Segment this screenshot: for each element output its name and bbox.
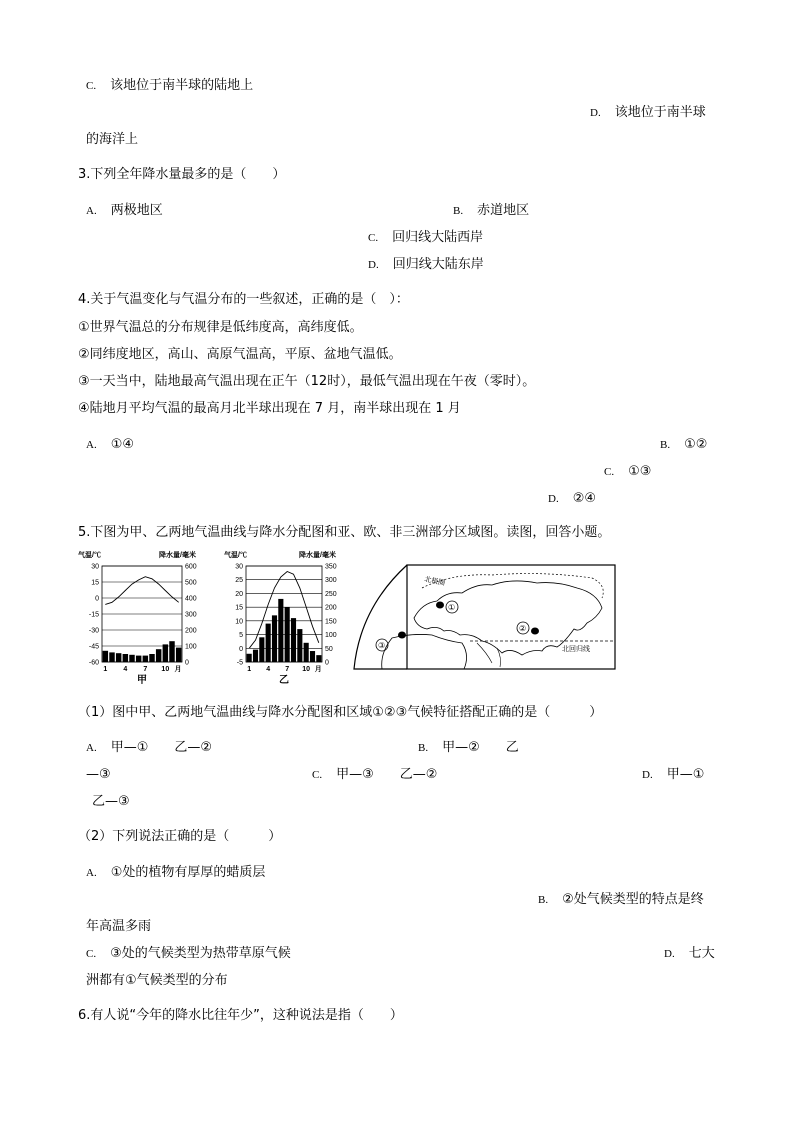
climate-chart-yi — [224, 548, 354, 688]
q4-option-c-text: ①③ — [628, 464, 652, 479]
q3-stem: 3.下列全年降水量最多的是（ ） — [78, 167, 286, 182]
precip-bar — [129, 655, 134, 662]
q2-option-c-letter: C. — [86, 80, 97, 92]
temp-tick-label: 30 — [91, 563, 99, 571]
q3-option-d[interactable] — [368, 257, 484, 273]
temp-axis-label: 气温/℃ — [224, 552, 247, 559]
q5-sub1-option-d-letter: D. — [642, 769, 653, 781]
x-tick-label: 10 — [161, 666, 170, 673]
q3-option-c-letter: C. — [368, 232, 379, 244]
plot-frame — [246, 566, 322, 662]
q4-option-c-letter: C. — [604, 466, 615, 478]
q4-option-a-text: ①④ — [110, 437, 135, 452]
q3-option-b-text: 赤道地区 — [477, 203, 530, 218]
q5-sub2-option-c-text: ③处的气候类型为热带草原气候 — [110, 946, 291, 961]
precip-tick-label: 0 — [325, 659, 329, 667]
q5-sub2-option-b[interactable] — [538, 892, 704, 908]
region-3-label: ③ — [378, 641, 386, 650]
region-2-label: ② — [519, 624, 527, 633]
precip-bar — [123, 654, 128, 662]
temp-tick-label: 15 — [235, 604, 243, 612]
precip-tick-label: 150 — [325, 618, 337, 626]
map-curved-edge — [354, 565, 407, 669]
q5-sub2-option-c-letter: C. — [86, 948, 97, 960]
temp-tick-label: 0 — [95, 595, 99, 603]
chart-title: 乙 — [279, 675, 289, 686]
q2-option-c-text: 该地位于南半球的陆地上 — [110, 78, 254, 93]
q3-option-c[interactable] — [368, 230, 483, 246]
temp-tick-label: 0 — [239, 645, 243, 653]
q4-option-b-letter: B. — [660, 439, 671, 451]
precip-axis-label: 降水量/毫米 — [159, 552, 196, 559]
precip-bar — [176, 648, 181, 662]
precip-bar — [278, 599, 283, 662]
precip-bar — [316, 655, 321, 662]
precip-tick-label: 50 — [325, 645, 333, 653]
q3-option-a-text: 两极地区 — [110, 203, 163, 218]
precip-bar — [103, 651, 108, 662]
precip-bar — [272, 615, 277, 662]
q3-option-d-letter: D. — [368, 259, 379, 271]
precip-axis-label: 降水量/毫米 — [299, 552, 336, 559]
precip-bar — [310, 651, 315, 662]
precip-tick-label: 100 — [325, 632, 337, 640]
x-tick-label: 月 — [174, 666, 182, 673]
precip-tick-label: 200 — [325, 604, 337, 612]
q4-option-b[interactable] — [660, 437, 707, 453]
q5-sub2-option-b-letter: B. — [538, 894, 549, 906]
q2-option-d-text-a: 该地位于南半球 — [614, 105, 706, 120]
q4-option-d-letter: D. — [548, 493, 559, 505]
q5-sub2-stem: （2）下列说法正确的是（ ） — [78, 829, 282, 844]
q5-sub1-option-c-text: 甲—③ 乙—② — [336, 767, 438, 782]
q3-option-b[interactable] — [453, 203, 529, 219]
climate-chart-jia — [78, 548, 218, 688]
precip-bar — [253, 650, 258, 662]
q4-statement-3: ③一天当中，陆地最高气温出现在正午（12时），最低气温出现在午夜（零时）。 — [78, 374, 536, 389]
q5-sub1-option-d-text-a: 甲—① — [666, 767, 705, 782]
q4-option-c[interactable] — [604, 464, 651, 480]
q5-sub1-option-d[interactable] — [642, 767, 704, 783]
q4-stem: 4.关于气温变化与气温分布的一些叙述，正确的是（ ）： — [78, 292, 409, 307]
precip-bar — [156, 649, 161, 662]
marker-1 — [436, 602, 444, 609]
precip-bar — [169, 641, 174, 662]
precip-tick-label: 600 — [185, 563, 197, 571]
temp-tick-label: 20 — [235, 590, 243, 598]
precip-tick-label: 100 — [185, 643, 197, 651]
q5-sub2-option-d[interactable] — [664, 946, 715, 962]
temp-tick-label: -60 — [88, 659, 99, 667]
q5-sub1-option-b-letter: B. — [418, 742, 429, 754]
q4-statement-4: ④陆地月平均气温的最高月北半球出现在 7 月，南半球出现在 1 月 — [78, 401, 461, 416]
x-tick-label: 7 — [143, 666, 148, 673]
q5-sub1-stem: （1）图中甲、乙两地气温曲线与降水分配图和区域①②③气候特征搭配正确的是（ ） — [78, 705, 603, 720]
q4-statement-2: ②同纬度地区，高山、高原气温高，平原、盆地气温低。 — [78, 347, 402, 362]
precip-bar — [109, 652, 114, 662]
precip-tick-label: 200 — [185, 627, 197, 635]
temp-tick-label: -15 — [88, 611, 99, 619]
q3-option-b-letter: B. — [453, 205, 464, 217]
temperature-line — [105, 577, 178, 605]
marker-2 — [531, 628, 539, 635]
q5-sub1-option-a[interactable] — [86, 740, 212, 756]
precip-bar — [285, 607, 290, 662]
precip-bar — [247, 654, 252, 662]
marker-3 — [398, 632, 406, 639]
q5-sub2-option-a[interactable] — [86, 865, 265, 881]
q5-sub1-option-b-text-a: 甲—② 乙 — [442, 740, 519, 755]
q5-sub2-option-d-letter: D. — [664, 948, 675, 960]
chart-title: 甲 — [137, 675, 147, 686]
temp-axis-label: 气温/℃ — [78, 552, 101, 559]
q4-option-d[interactable] — [548, 491, 596, 507]
x-tick-label: 10 — [302, 666, 311, 673]
precip-bar — [291, 618, 296, 662]
q4-option-a[interactable] — [86, 437, 134, 453]
q2-option-d[interactable] — [590, 105, 706, 121]
temp-tick-label: -30 — [88, 627, 99, 635]
precip-tick-label: 350 — [325, 563, 337, 571]
precip-bar — [304, 643, 309, 662]
precip-bar — [297, 629, 302, 662]
precip-bar — [259, 637, 264, 662]
q2-option-c[interactable] — [86, 78, 253, 94]
precip-bar — [149, 654, 154, 662]
q4-option-b-text: ①② — [684, 437, 708, 452]
q5-sub1-option-a-letter: A. — [86, 742, 97, 754]
x-tick-label: 月 — [314, 666, 322, 673]
region-1-label: ① — [448, 603, 456, 612]
q3-option-c-text: 回归线大陆西岸 — [392, 230, 484, 245]
temp-tick-label: 10 — [235, 618, 243, 626]
precip-tick-label: 500 — [185, 579, 197, 587]
precip-tick-label: 300 — [325, 577, 337, 585]
q5-sub2-option-b-text-a: ②处气候类型的特点是终 — [562, 892, 704, 907]
eurasia-africa-map — [352, 563, 618, 671]
tropic-label: 北回归线 — [562, 646, 590, 653]
precip-tick-label: 300 — [185, 611, 197, 619]
q5-sub2-option-c[interactable] — [86, 946, 291, 962]
q5-sub1-option-b-text-b: —③ — [86, 767, 111, 782]
q3-option-a[interactable] — [86, 203, 163, 219]
x-tick-label: 1 — [103, 666, 108, 673]
q5-stem: 5.下图为甲、乙两地气温曲线与降水分配图和亚、欧、非三洲部分区域图。读图，回答小题。 — [78, 525, 611, 540]
q5-sub1-option-b[interactable] — [418, 740, 519, 756]
q5-sub2-option-a-letter: A. — [86, 867, 97, 879]
q4-option-a-letter: A. — [86, 439, 97, 451]
arctic-circle-label: 北极圈 — [423, 576, 446, 588]
q5-sub2-option-b-text-b: 年高温多雨 — [86, 919, 152, 934]
q5-sub2-option-d-text-b: 洲都有①气候类型的分布 — [86, 973, 228, 988]
precip-tick-label: 400 — [185, 595, 197, 603]
q3-option-a-letter: A. — [86, 205, 97, 217]
q5-sub2-option-d-text-a: 七大 — [688, 946, 715, 961]
precip-bar — [163, 644, 168, 662]
q2-option-d-letter: D. — [590, 107, 601, 119]
x-tick-label: 4 — [123, 666, 128, 673]
x-tick-label: 7 — [285, 666, 290, 673]
q4-option-d-text: ②④ — [572, 491, 597, 506]
q6-stem: 6.有人说“今年的降水比往年少”，这种说法是指（ ） — [78, 1008, 403, 1023]
precip-tick-label: 0 — [185, 659, 189, 667]
temp-tick-label: 15 — [91, 579, 99, 587]
q2-option-d-text-b: 的海洋上 — [86, 132, 139, 147]
precip-bar — [136, 656, 141, 662]
temperature-line — [249, 572, 319, 649]
x-tick-label: 1 — [247, 666, 252, 673]
q5-sub1-option-c[interactable] — [312, 767, 437, 783]
temp-tick-label: 25 — [235, 577, 243, 585]
x-tick-label: 4 — [266, 666, 271, 673]
precip-bar — [143, 656, 148, 662]
precip-tick-label: 250 — [325, 590, 337, 598]
temp-tick-label: 30 — [235, 563, 243, 571]
precip-bar — [116, 653, 121, 662]
precip-bar — [266, 624, 271, 662]
q3-option-d-text: 回归线大陆东岸 — [392, 257, 484, 272]
q5-sub1-option-c-letter: C. — [312, 769, 323, 781]
q4-statement-1: ①世界气温总的分布规律是低纬度高，高纬度低。 — [78, 320, 363, 335]
q5-sub2-option-a-text: ①处的植物有厚厚的蜡质层 — [110, 865, 266, 880]
temp-tick-label: -5 — [236, 659, 243, 667]
q5-sub1-option-d-text-b: 乙—③ — [92, 794, 130, 809]
temp-tick-label: 5 — [239, 632, 243, 640]
temp-tick-label: -45 — [88, 643, 99, 651]
q5-sub1-option-a-text: 甲—① 乙—② — [110, 740, 213, 755]
